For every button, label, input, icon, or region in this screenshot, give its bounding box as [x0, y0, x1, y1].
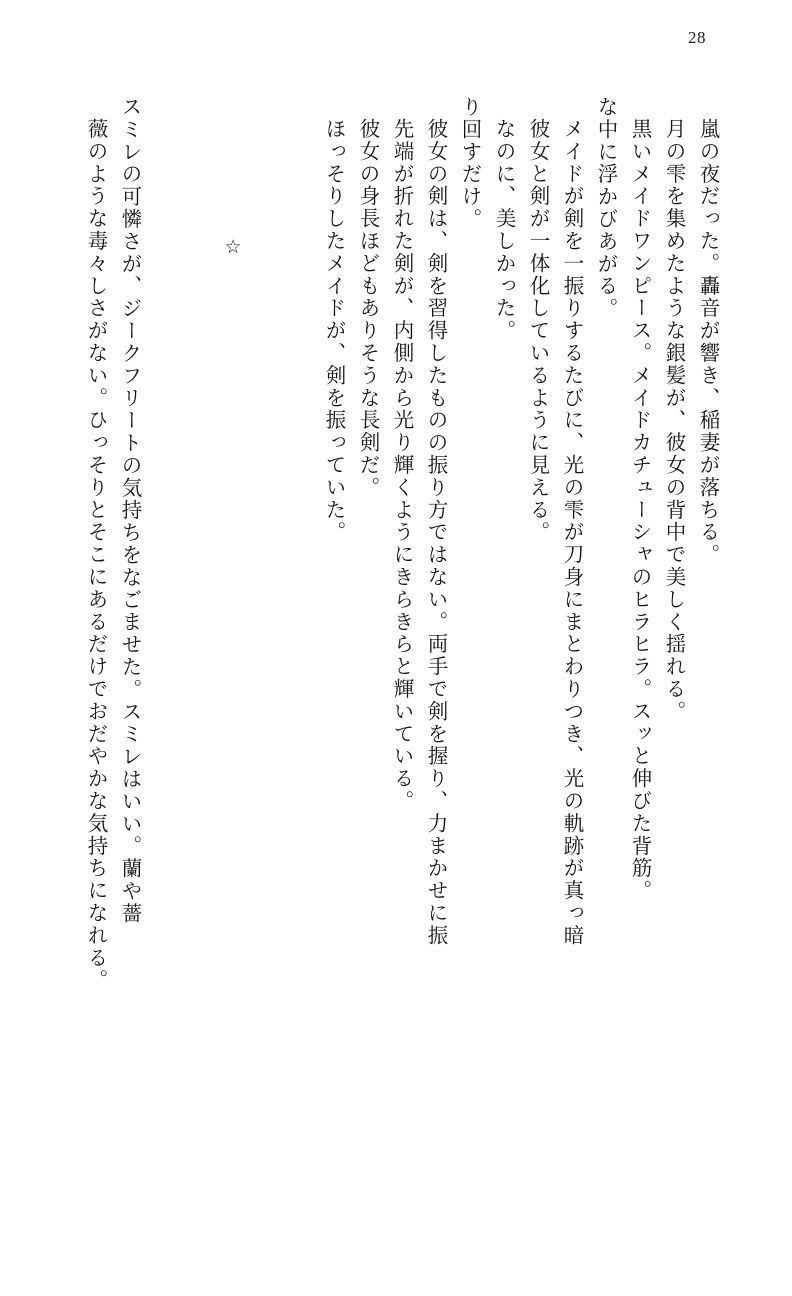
text-column: な中に浮かびあがる。 — [594, 96, 618, 320]
text-column — [276, 96, 310, 1156]
text-column: メイドが剣を一振りするたびに、光の雫が刀身にまとわりつき、光の軌跡が真っ暗 — [560, 118, 584, 947]
text-column — [174, 96, 208, 1156]
text-column: 薇のような毒々しさがない。ひっそりとそこにあるだけでおだやかな気持ちになれる。 — [84, 118, 108, 992]
text-column: り回すだけ。 — [458, 96, 482, 231]
text-column: なのに、美しかった。 — [492, 118, 516, 342]
text-column: 彼女の剣は、剣を習得したものの振り方ではない。両手で剣を握り、力まかせに振 — [424, 118, 448, 947]
text-column — [242, 96, 276, 1156]
text-column: 嵐の夜だった。轟音が響き、稲妻が落ちる。 — [696, 118, 720, 566]
text-column: スミレの可憐さが、ジークフリートの気持ちをなごませた。スミレはいい。蘭や薔 — [118, 96, 142, 925]
text-column: 彼女と剣が一体化しているように見える。 — [526, 118, 550, 544]
text-column — [140, 96, 174, 1156]
page-number: 28 — [688, 28, 706, 47]
text-column: ほっそりしたメイドが、剣を振っていた。 — [322, 118, 346, 544]
vertical-text-block — [72, 96, 732, 1156]
text-column: 月の雫を集めたような銀髪が、彼女の背中で美しく揺れる。 — [662, 118, 686, 723]
text-column: 黒いメイドワンピース。メイドカチューシャのヒラヒラ。スッと伸びた背筋。 — [628, 118, 652, 902]
text-column: 先端が折れた剣が、内側から光り輝くようにきらきらと輝いている。 — [390, 118, 414, 813]
text-column: ☆ — [222, 236, 244, 260]
text-column: 彼女の身長ほどもありそうな長剣だ。 — [356, 118, 380, 499]
